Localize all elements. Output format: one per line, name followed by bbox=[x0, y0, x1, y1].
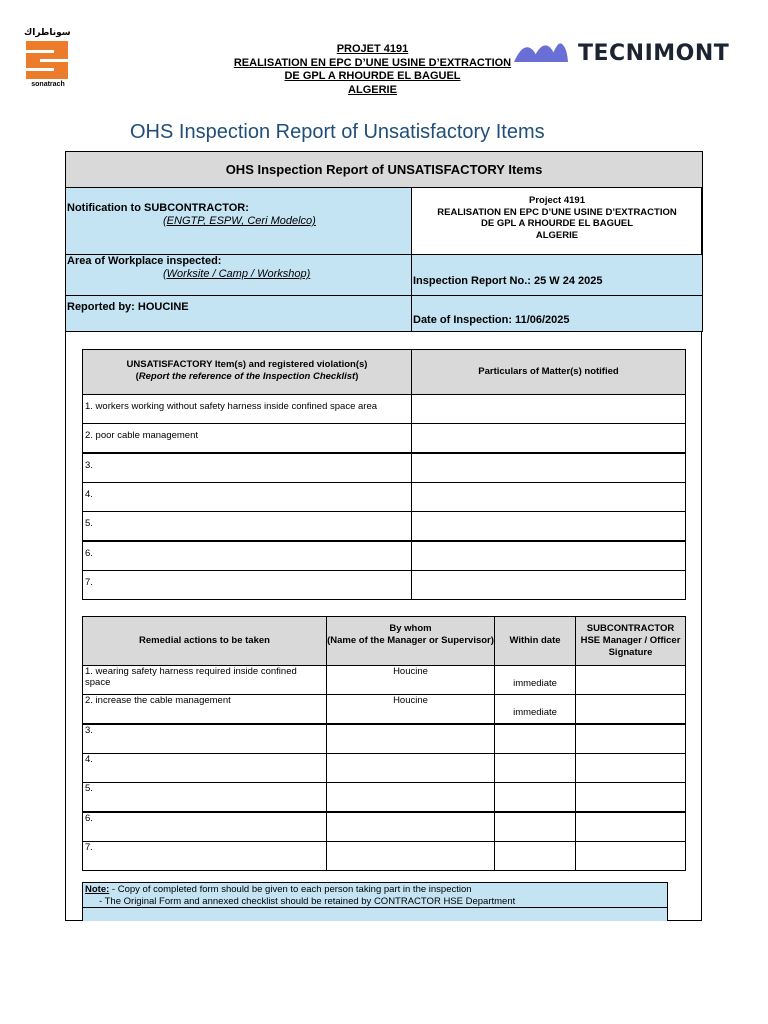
items-row-particulars bbox=[411, 394, 686, 424]
remedial-row-date bbox=[494, 841, 576, 871]
items-row-particulars bbox=[411, 423, 686, 453]
remedial-row-date bbox=[494, 724, 576, 754]
remedial-row-action: 6. bbox=[82, 812, 327, 842]
project-line: ALGERIE bbox=[348, 83, 397, 96]
remedial-row-action: 1. wearing safety harness required inside confined space bbox=[82, 665, 327, 695]
form-heading: OHS Inspection Report of UNSATISFACTORY Items bbox=[65, 151, 703, 188]
items-row-item: 2. poor cable management bbox=[82, 423, 412, 453]
note-strip bbox=[82, 907, 668, 921]
remedial-row-action: 5. bbox=[82, 782, 327, 812]
project-block bbox=[411, 187, 703, 255]
remedial-row-by-whom: Houcine bbox=[326, 694, 495, 724]
project-line: REALISATION EN EPC D’UNE USINE D’EXTRACTION bbox=[233, 56, 512, 69]
remedial-row-by-whom bbox=[326, 782, 495, 812]
items-row-item: 4. bbox=[82, 482, 412, 512]
project-line: PROJET 4191 bbox=[336, 43, 409, 55]
remedial-by-whom-header: By whom (Name of the Manager or Supervisor) bbox=[326, 616, 495, 666]
tecnimont-logo bbox=[512, 40, 762, 70]
project-header bbox=[230, 43, 515, 97]
items-row-item: 7. bbox=[82, 570, 412, 600]
note-box bbox=[82, 882, 668, 908]
sonatrach-s-icon bbox=[26, 41, 68, 79]
items-col2-header: Particulars of Matter(s) notified bbox=[411, 349, 686, 395]
tecnimont-name: TECNIMONT bbox=[578, 41, 730, 66]
remedial-row-date bbox=[494, 753, 576, 783]
remedial-row-action: 2. increase the cable management bbox=[82, 694, 327, 724]
inspection-date-cell bbox=[411, 295, 703, 332]
items-col1-header-line1: UNSATISFACTORY Item(s) and registered violation(s) bbox=[126, 359, 368, 370]
remedial-row-by-whom bbox=[326, 841, 495, 871]
reported-by-cell bbox=[65, 295, 412, 332]
remedial-row-date bbox=[494, 812, 576, 842]
items-row-item: 6. bbox=[82, 541, 412, 571]
report-number-cell bbox=[411, 254, 703, 296]
project-block-line: REALISATION EN EPC D’UNE USINE D’EXTRACTION bbox=[437, 206, 677, 218]
remedial-row-action: 7. bbox=[82, 841, 327, 871]
page-title: OHS Inspection Report of Unsatisfactory Items bbox=[130, 121, 545, 143]
items-row-item: 3. bbox=[82, 453, 412, 483]
sonatrach-logo bbox=[24, 28, 72, 92]
area-cell bbox=[65, 254, 412, 296]
remedial-row-date: immediate bbox=[494, 694, 576, 724]
items-row-particulars bbox=[411, 511, 686, 541]
project-block-line: DE GPL A RHOURDE EL BAGUEL bbox=[480, 218, 633, 229]
remedial-row-signature bbox=[575, 812, 686, 842]
remedial-signature-header: SUBCONTRACTOR HSE Manager / Officer Signature bbox=[575, 616, 686, 666]
notification-cell bbox=[65, 187, 412, 255]
inspection-date: Date of Inspection: 11/06/2025 bbox=[413, 314, 570, 326]
note-line1: - Copy of completed form should be given to each person taking part in the inspection bbox=[109, 884, 472, 895]
items-row-particulars bbox=[411, 541, 686, 571]
remedial-row-date: immediate bbox=[494, 665, 576, 695]
items-row-particulars bbox=[411, 482, 686, 512]
items-row-particulars bbox=[411, 453, 686, 483]
remedial-row-signature bbox=[575, 841, 686, 871]
remedial-row-signature bbox=[575, 665, 686, 695]
remedial-row-signature bbox=[575, 782, 686, 812]
remedial-row-by-whom: Houcine bbox=[326, 665, 495, 695]
area-label: Area of Workplace inspected: bbox=[67, 255, 222, 267]
report-number: Inspection Report No.: 25 W 24 2025 bbox=[413, 275, 603, 287]
area-value: (Worksite / Camp / Workshop) bbox=[163, 268, 311, 280]
project-line: DE GPL A RHOURDE EL BAGUEL bbox=[284, 70, 461, 82]
items-row-particulars bbox=[411, 570, 686, 600]
reported-by: Reported by: HOUCINE bbox=[67, 301, 189, 313]
note-line2: - The Original Form and annexed checklist should be retained by CONTRACTOR HSE Department bbox=[99, 896, 516, 907]
remedial-action-header: Remedial actions to be taken bbox=[82, 616, 327, 666]
items-col1-header-line2: (Report the reference of the Inspection Checklist) bbox=[135, 371, 359, 382]
remedial-row-action: 3. bbox=[82, 724, 327, 754]
sonatrach-name: sonatrach bbox=[31, 81, 65, 88]
items-col1-header bbox=[82, 349, 412, 395]
sonatrach-arabic-text: سوناطراك bbox=[24, 28, 71, 38]
remedial-row-action: 4. bbox=[82, 753, 327, 783]
remedial-date-header: Within date bbox=[494, 616, 576, 666]
project-block-line: ALGERIE bbox=[535, 229, 579, 241]
notification-value: (ENGTP, ESPW, Ceri Modelco) bbox=[163, 215, 316, 227]
remedial-row-by-whom bbox=[326, 724, 495, 754]
note-label: Note: bbox=[85, 884, 110, 895]
remedial-row-signature bbox=[575, 753, 686, 783]
items-row-item: 1. workers working without safety harness inside confined space area bbox=[82, 394, 412, 424]
items-row-item: 5. bbox=[82, 511, 412, 541]
remedial-row-by-whom bbox=[326, 753, 495, 783]
remedial-row-date bbox=[494, 782, 576, 812]
notification-label: Notification to SUBCONTRACTOR: bbox=[67, 202, 249, 214]
remedial-row-signature bbox=[575, 694, 686, 724]
tecnimont-mark-icon bbox=[512, 40, 572, 68]
remedial-row-by-whom bbox=[326, 812, 495, 842]
remedial-row-signature bbox=[575, 724, 686, 754]
project-block-line: Project 4191 bbox=[529, 195, 585, 206]
